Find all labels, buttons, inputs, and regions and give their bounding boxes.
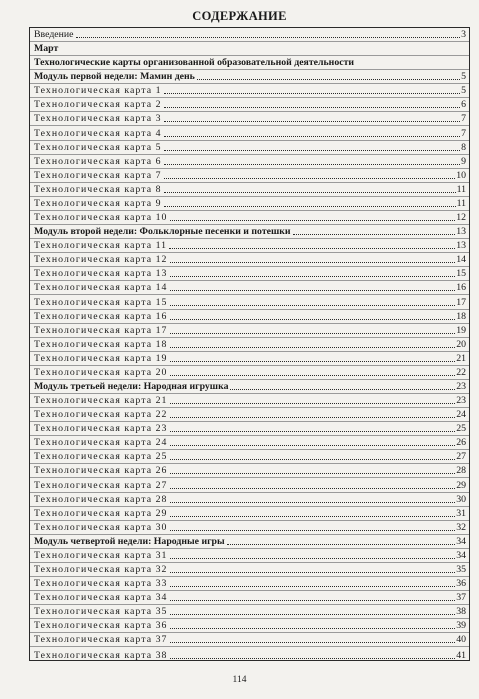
toc-entry-title: Технологическая карта 25	[34, 451, 168, 463]
toc-entry-page: 3	[461, 29, 466, 40]
toc-entry-title: Технологическая карта 8	[34, 183, 162, 195]
toc-entry-page: 24	[456, 409, 466, 421]
toc-row	[30, 112, 469, 126]
toc-entry-title: Модуль второй недели: Фольклорные песенки и потешки	[34, 226, 291, 238]
toc-entry-title: Технологическая карта 33	[34, 578, 168, 590]
toc-entry-page: 21	[456, 352, 466, 364]
toc-entry-page: 23	[456, 395, 466, 407]
toc-entry-page: 37	[456, 592, 466, 604]
toc-row	[30, 479, 469, 493]
toc-entry-page: 31	[456, 507, 466, 519]
toc-entry-title: Технологическая карта 21	[34, 395, 168, 407]
toc-entry-page: 40	[456, 634, 466, 646]
toc-row	[30, 42, 469, 56]
toc-row	[30, 549, 469, 563]
toc-entry-page: 22	[456, 366, 466, 378]
toc-entry-page: 19	[456, 324, 466, 336]
toc-entry-page: 14	[456, 254, 466, 266]
dot-leader	[230, 389, 455, 390]
toc-row	[30, 436, 469, 450]
toc-row	[30, 155, 469, 169]
toc-row	[30, 605, 469, 619]
dot-leader	[164, 206, 456, 207]
toc-entry-title: Март	[34, 43, 59, 55]
dot-leader	[170, 417, 455, 418]
page-number: 114	[232, 675, 247, 685]
toc-row	[30, 239, 469, 253]
toc-entry-page: 26	[456, 437, 466, 449]
dot-leader	[170, 431, 455, 432]
dot-leader	[170, 658, 455, 659]
toc-entry-page: 29	[456, 479, 466, 491]
page-title: СОДЕРЖАНИЕ	[192, 9, 287, 23]
toc-entry-title: Технологическая карта 18	[34, 338, 168, 350]
toc-row	[30, 56, 469, 70]
dot-leader	[170, 403, 455, 404]
toc-entry-title: Технологическая карта 11	[34, 240, 168, 252]
dot-leader	[164, 178, 455, 179]
toc-entry-page: 17	[456, 296, 466, 308]
toc-entry-title: Технологическая карта 38	[34, 649, 168, 661]
dot-leader	[170, 305, 455, 306]
toc-entry-page: 34	[456, 535, 466, 547]
toc-entry-page: 20	[456, 338, 466, 350]
toc-row	[30, 70, 469, 84]
toc-row	[30, 197, 469, 211]
dot-leader	[164, 192, 456, 193]
toc-entry-title: Технологические карты организованной образовательной деятельности	[34, 57, 355, 69]
toc-row	[30, 648, 469, 662]
dot-leader	[164, 136, 460, 137]
toc-entry-page: 15	[456, 268, 466, 280]
toc-row	[30, 169, 469, 183]
toc-entry-title: Технологическая карта 28	[34, 493, 168, 505]
toc-row	[30, 352, 469, 366]
toc-entry-page: 38	[456, 606, 466, 618]
dot-leader	[169, 248, 455, 249]
toc-row	[30, 296, 469, 310]
dot-leader	[170, 220, 455, 221]
dot-leader	[164, 107, 460, 108]
toc-entry-title: Технологическая карта 4	[34, 127, 162, 139]
dot-leader	[170, 614, 455, 615]
toc-entry-page: 7	[461, 113, 466, 125]
toc-entry-title: Модуль четвертой недели: Народные игры	[34, 535, 225, 547]
toc-row	[30, 267, 469, 281]
toc-entry-title: Технологическая карта 3	[34, 113, 162, 125]
toc-entry-title: Технологическая карта 37	[34, 634, 168, 646]
toc-entry-title: Технологическая карта 9	[34, 197, 162, 209]
toc-entry-page: 39	[456, 620, 466, 632]
dot-leader	[164, 164, 460, 165]
toc-entry-page: 5	[461, 71, 466, 83]
toc-entry-page: 18	[456, 310, 466, 322]
dot-leader	[170, 516, 455, 517]
toc-entry-title: Технологическая карта 34	[34, 592, 168, 604]
toc-entry-title: Технологическая карта 17	[34, 324, 168, 336]
toc-row	[30, 394, 469, 408]
toc-entry-title: Технологическая карта 23	[34, 423, 168, 435]
toc-row	[30, 324, 469, 338]
dot-leader	[227, 544, 455, 545]
dot-leader	[170, 473, 455, 474]
toc-entry-page: 27	[456, 451, 466, 463]
toc-entry-title: Технологическая карта 10	[34, 212, 168, 224]
toc-table	[29, 27, 470, 661]
toc-row	[30, 450, 469, 464]
dot-leader	[170, 319, 455, 320]
toc-row	[30, 591, 469, 605]
dot-leader	[170, 445, 455, 446]
toc-entry-page: 30	[456, 493, 466, 505]
toc-entry-title: Введение	[34, 29, 74, 40]
toc-entry-page: 11	[456, 197, 466, 209]
dot-leader	[170, 586, 455, 587]
toc-row	[30, 141, 469, 155]
dot-leader	[170, 347, 455, 348]
dot-leader	[170, 276, 455, 277]
dot-leader	[170, 628, 455, 629]
toc-row	[30, 577, 469, 591]
dot-leader	[76, 37, 460, 38]
toc-row	[30, 338, 469, 352]
toc-row	[30, 422, 469, 436]
dot-leader	[170, 558, 455, 559]
dot-leader	[170, 572, 455, 573]
toc-row	[30, 183, 469, 197]
toc-entry-title: Технологическая карта 15	[34, 296, 168, 308]
toc-row	[30, 281, 469, 295]
toc-row	[30, 366, 469, 380]
toc-row	[30, 563, 469, 577]
toc-entry-title: Технологическая карта 27	[34, 479, 168, 491]
toc-row	[30, 507, 469, 521]
toc-row	[30, 408, 469, 422]
toc-entry-page: 12	[456, 212, 466, 224]
toc-row	[30, 28, 469, 42]
toc-row	[30, 225, 469, 239]
toc-row	[30, 310, 469, 324]
toc-entry-title: Технологическая карта 24	[34, 437, 168, 449]
dot-leader	[293, 234, 455, 235]
toc-row	[30, 127, 469, 141]
toc-entry-title: Технологическая карта 5	[34, 141, 162, 153]
toc-row	[30, 211, 469, 225]
toc-row	[30, 521, 469, 535]
toc-entry-page: 25	[456, 423, 466, 435]
toc-entry-title: Технологическая карта 30	[34, 521, 168, 533]
toc-entry-title: Технологическая карта 31	[34, 549, 168, 561]
dot-leader	[170, 530, 455, 531]
toc-entry-title: Технологическая карта 29	[34, 507, 168, 519]
toc-row	[30, 380, 469, 394]
dot-leader	[170, 333, 455, 334]
toc-entry-page: 13	[456, 226, 466, 238]
dot-leader	[170, 361, 455, 362]
dot-leader	[164, 121, 460, 122]
toc-entry-page: 6	[461, 99, 466, 111]
toc-row	[30, 84, 469, 98]
dot-leader	[170, 502, 455, 503]
toc-entry-page: 35	[456, 564, 466, 576]
toc-entry-page: 36	[456, 578, 466, 590]
toc-entry-title: Модуль третьей недели: Народная игрушка	[34, 381, 229, 392]
toc-entry-title: Технологическая карта 32	[34, 564, 168, 576]
dot-leader	[164, 93, 460, 94]
toc-entry-title: Технологическая карта 26	[34, 465, 168, 477]
dot-leader	[170, 459, 455, 460]
toc-entry-title: Технологическая карта 2	[34, 99, 162, 111]
toc-row	[30, 493, 469, 507]
toc-entry-page: 13	[456, 240, 466, 252]
dot-leader	[170, 642, 455, 643]
toc-entry-page: 41	[456, 649, 466, 661]
toc-entry-page: 34	[456, 549, 466, 561]
dot-leader	[170, 488, 455, 489]
dot-leader	[170, 600, 455, 601]
toc-entry-title: Технологическая карта 35	[34, 606, 168, 618]
dot-leader	[164, 150, 460, 151]
toc-entry-title: Модуль первой недели: Мамин день	[34, 71, 195, 83]
toc-row	[30, 98, 469, 112]
dot-leader	[170, 262, 455, 263]
toc-entry-page: 32	[456, 521, 466, 533]
toc-entry-title: Технологическая карта 22	[34, 409, 168, 421]
toc-row	[30, 464, 469, 478]
dot-leader	[170, 290, 455, 291]
toc-row	[30, 619, 469, 633]
toc-row	[30, 535, 469, 549]
toc-row	[30, 253, 469, 267]
toc-entry-page: 11	[456, 183, 466, 195]
toc-entry-title: Технологическая карта 7	[34, 169, 162, 181]
toc-entry-page: 7	[461, 127, 466, 139]
toc-entry-title: Технологическая карта 16	[34, 310, 168, 322]
toc-entry-page: 10	[456, 169, 466, 181]
toc-entry-title: Технологическая карта 12	[34, 254, 168, 266]
toc-entry-page: 16	[456, 282, 466, 294]
toc-entry-page: 8	[461, 141, 466, 153]
toc-entry-title: Технологическая карта 19	[34, 352, 168, 364]
toc-entry-title: Технологическая карта 20	[34, 366, 168, 378]
toc-entry-title: Технологическая карта 14	[34, 282, 168, 294]
toc-entry-page: 9	[461, 155, 466, 167]
dot-leader	[170, 375, 455, 376]
toc-entry-page: 5	[461, 85, 466, 97]
dot-leader	[197, 79, 460, 80]
toc-entry-page: 28	[456, 465, 466, 477]
toc-entry-title: Технологическая карта 36	[34, 620, 168, 632]
toc-row	[30, 633, 469, 647]
toc-entry-title: Технологическая карта 6	[34, 155, 162, 167]
toc-entry-page: 23	[456, 381, 466, 392]
toc-entry-title: Технологическая карта 1	[34, 85, 162, 97]
toc-entry-title: Технологическая карта 13	[34, 268, 168, 280]
